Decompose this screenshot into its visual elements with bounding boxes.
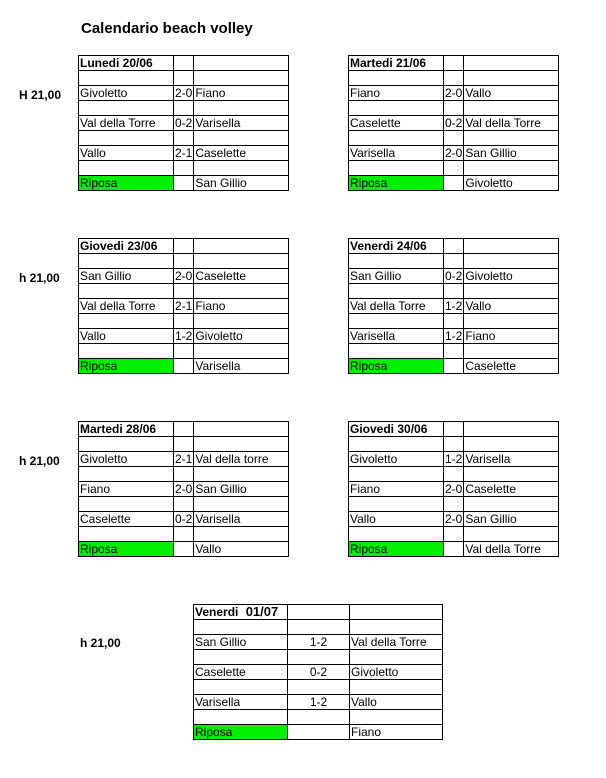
schedule-table-giovedi-30-06 (348, 421, 559, 557)
home-team: Caselette (194, 665, 288, 680)
match-score: 2-1 (175, 452, 193, 466)
rest-label: Riposa (79, 359, 174, 374)
match-row (194, 695, 443, 710)
match-row (349, 482, 559, 497)
rest-team: Vallo (194, 542, 289, 557)
rest-label: Riposa (79, 176, 174, 191)
match-row (194, 665, 443, 680)
home-team: Val della Torre (79, 116, 174, 131)
match-row (79, 512, 289, 527)
match-row (194, 635, 443, 650)
day-header: Martedi 28/06 (79, 422, 174, 437)
match-row (79, 299, 289, 314)
away-team: Caselette (194, 146, 289, 161)
match-score: 2-0 (445, 512, 463, 526)
match-row (349, 329, 559, 344)
home-team: Val della Torre (79, 299, 174, 314)
away-team: Varisella (194, 116, 289, 131)
away-team: Val della Torre (350, 635, 443, 650)
match-score: 2-0 (175, 482, 193, 496)
home-team: San Gillio (349, 269, 444, 284)
home-team: Varisella (349, 329, 444, 344)
day-header-name: Venerdi (195, 605, 239, 619)
day-header: Giovedi 30/06 (349, 422, 444, 437)
away-team: Vallo (464, 86, 559, 101)
schedule-table-venerdi-24-06 (348, 238, 559, 374)
away-team: Caselette (194, 269, 289, 284)
match-row (79, 452, 289, 467)
home-team: Caselette (349, 116, 444, 131)
away-team: Givoletto (464, 269, 559, 284)
match-row (79, 482, 289, 497)
rest-label: Riposa (194, 725, 288, 740)
match-row (349, 299, 559, 314)
away-team: Vallo (350, 695, 443, 710)
rest-team: Varisella (194, 359, 289, 374)
match-row (349, 512, 559, 527)
away-team: San Gillio (194, 482, 289, 497)
time-label-final: h 21,00 (80, 636, 121, 650)
rest-team: Fiano (350, 725, 443, 740)
home-team: Caselette (79, 512, 174, 527)
home-team: San Gillio (194, 635, 288, 650)
rest-row (79, 176, 289, 191)
rest-row (194, 725, 443, 740)
home-team: Givoletto (349, 452, 444, 467)
away-team: Givoletto (194, 329, 289, 344)
match-score: 1-2 (445, 299, 463, 313)
away-team: Val della Torre (464, 116, 559, 131)
match-row (79, 269, 289, 284)
match-score: 2-1 (175, 299, 193, 313)
schedule-table-martedi-28-06 (78, 421, 289, 557)
away-team: San Gillio (464, 512, 559, 527)
rest-team: Caselette (464, 359, 559, 374)
match-row (349, 86, 559, 101)
rest-team: San Gillio (194, 176, 289, 191)
time-label-week1: H 21,00 (19, 88, 62, 102)
match-score: 2-0 (175, 269, 193, 283)
match-score: 2-0 (445, 86, 463, 100)
match-score: 2-0 (175, 86, 193, 100)
rest-row (79, 542, 289, 557)
away-team: Varisella (194, 512, 289, 527)
schedule-table-martedi-21-06 (348, 55, 559, 191)
home-team: Givoletto (79, 86, 174, 101)
time-label-week2: h 21,00 (19, 271, 60, 285)
schedule-table-venerdi-01-07 (193, 604, 443, 740)
match-row (349, 146, 559, 161)
away-team: Fiano (194, 86, 289, 101)
match-row (79, 116, 289, 131)
match-row (349, 116, 559, 131)
away-team: Varisella (464, 452, 559, 467)
day-header-date: 01/07 (245, 604, 279, 619)
match-row (349, 452, 559, 467)
away-team: Val della torre (194, 452, 289, 467)
rest-label: Riposa (349, 542, 444, 557)
rest-row (79, 359, 289, 374)
match-score: 0-2 (175, 116, 193, 130)
home-team: Varisella (349, 146, 444, 161)
match-score: 0-2 (288, 665, 350, 680)
day-header: Lunedi 20/06 (79, 56, 174, 71)
schedule-table-giovedi-23-06 (78, 238, 289, 374)
match-row (349, 269, 559, 284)
day-header: Venerdi 24/06 (349, 239, 444, 254)
match-score: 1-2 (288, 695, 350, 710)
schedule-table-lunedi-20-06 (78, 55, 289, 191)
home-team: San Gillio (79, 269, 174, 284)
day-header (194, 605, 288, 620)
away-team: Caselette (464, 482, 559, 497)
day-header: Giovedi 23/06 (79, 239, 174, 254)
rest-row (349, 176, 559, 191)
away-team: Givoletto (350, 665, 443, 680)
home-team: Fiano (349, 86, 444, 101)
match-row (79, 86, 289, 101)
home-team: Givoletto (79, 452, 174, 467)
match-score: 0-2 (445, 116, 463, 130)
home-team: Vallo (79, 329, 174, 344)
page-title: Calendario beach volley (81, 20, 253, 37)
match-score: 0-2 (445, 269, 463, 283)
match-score: 1-2 (445, 329, 463, 343)
home-team: Vallo (79, 146, 174, 161)
rest-team: Givoletto (464, 176, 559, 191)
match-score: 2-0 (445, 146, 463, 160)
rest-label: Riposa (349, 359, 444, 374)
home-team: Val della Torre (349, 299, 444, 314)
match-row (79, 329, 289, 344)
time-label-week3: h 21,00 (19, 454, 60, 468)
match-score: 1-2 (175, 329, 193, 343)
away-team: San Gillio (464, 146, 559, 161)
away-team: Vallo (464, 299, 559, 314)
home-team: Fiano (79, 482, 174, 497)
home-team: Fiano (349, 482, 444, 497)
match-score: 2-0 (445, 482, 463, 496)
match-row (79, 146, 289, 161)
rest-team: Val della Torre (464, 542, 559, 557)
rest-row (349, 359, 559, 374)
day-header: Martedi 21/06 (349, 56, 444, 71)
match-score: 0-2 (175, 512, 193, 526)
away-team: Fiano (194, 299, 289, 314)
home-team: Varisella (194, 695, 288, 710)
away-team: Fiano (464, 329, 559, 344)
match-score: 1-2 (445, 452, 463, 466)
match-score: 1-2 (288, 635, 350, 650)
match-score: 2-1 (175, 146, 193, 160)
rest-label: Riposa (79, 542, 174, 557)
rest-label: Riposa (349, 176, 444, 191)
rest-row (349, 542, 559, 557)
home-team: Vallo (349, 512, 444, 527)
